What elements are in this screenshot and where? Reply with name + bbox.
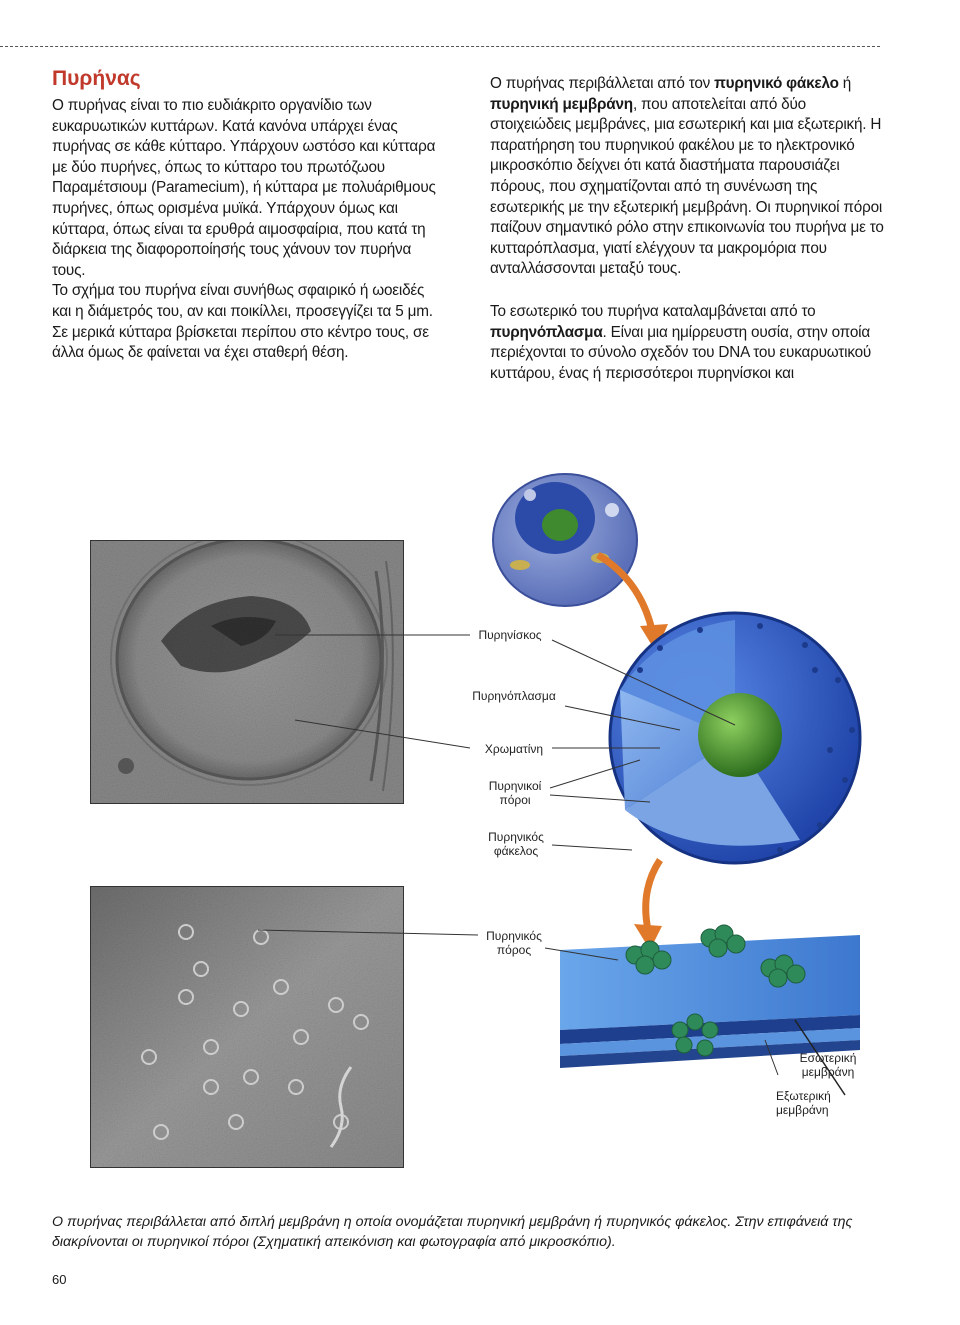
text-run: . Είναι μια ημίρρευστη ουσία, στην οποία περιέχονται το σύνολο σχεδόν του DNA του ευκαρυωτικού κυττάρου, ένας ή περισσότεροι πυρηνίσκοι και xyxy=(490,323,872,382)
label-outer-membrane-line1: Εξωτερική xyxy=(776,1089,831,1103)
zoom-arrow-2 xyxy=(646,860,660,930)
leader-envelope-diagram xyxy=(552,845,632,850)
text-run: Το εσωτερικό του πυρήνα καταλαμβάνεται από το xyxy=(490,302,816,320)
right-column xyxy=(490,74,890,384)
label-nuclear-envelope xyxy=(480,830,552,858)
left-paragraph-2: Το σχήμα του πυρήνα είναι συνήθως σφαιρικό ή ωοειδές και η διάμετρός του, αν και ποικίλλει, προσεγγίζει τα 5 μm. Σε μερικά κύτταρα βρίσκεται περίπου στο κέντρο τους, σε άλλα όμως δε φαίνεται να έχει σταθερή θέση. xyxy=(52,282,433,362)
figure-caption: Ο πυρήνας περιβάλλεται από διπλή μεμβράνη η οποία ονομάζεται πυρηνική μεμβράνη ή πυρηνικός φάκελος. Στην επιφάνειά της διακρίνονται οι πυρηνικοί πόροι (Σχηματική απεικόνιση και φωτογραφία από μικροσκόπιο). xyxy=(52,1214,853,1250)
label-nucleoplasm: Πυρηνόπλασμα xyxy=(472,689,556,703)
term-nuclear-membrane: πυρηνική μεμβράνη xyxy=(490,95,633,113)
label-nuclear-envelope-line2: φάκελος xyxy=(493,844,539,858)
page-number: 60 xyxy=(52,1272,67,1287)
text-run: , που αποτελείται από δύο στοιχειώδεις μεμβράνες, μια εσωτερική και μια εξωτερική. Η παρατήρηση του πυρηνικού φακέλου με το ηλεκτρονικό μικροσκόπιο δείχνει ότι κατά διαστήματα παρουσιάζει πόρους, που σχηματίζονται από τη συνένωση της εσωτερικής με την εξωτερική μεμβράνη. Οι πυρηνικοί πόροι παίζουν σημαντικό ρόλο στην επικοινωνία του πυρήνα με το κυτταρόπλασμα, γιατί ελέγχουν τα μακρομόρια που ανταλλάσσονται μεταξύ τους. xyxy=(490,95,884,278)
label-outer-membrane-line2: μεμβράνη xyxy=(776,1103,829,1117)
nuclear-pores-micrograph xyxy=(90,886,404,1168)
right-paragraph-1 xyxy=(490,74,890,280)
text-run: ή xyxy=(838,75,852,92)
section-heading: Πυρήνας xyxy=(52,67,141,90)
left-column xyxy=(52,66,447,364)
label-nucleolus: Πυρηνίσκος xyxy=(478,628,542,642)
cell-illustration xyxy=(493,474,637,606)
left-paragraph-1: Ο πυρήνας είναι το πιο ευδιάκριτο οργανίδιο των ευκαρυωτικών κυττάρων. Κατά κανόνα υπάρχει ένας πυρήνας σε κάθε κύτταρο. Υπάρχουν ωστόσο και κύτταρα με δύο πυρήνες, όπως το κύτταρο του πρωτόζωου Παραμέτσιουμ (Paramecium), ή κύτταρα με πολυάριθμους πυρήνες, όπως ορισμένα μυϊκά. Υπάρχουν όμως και κύτταρα, όπως είναι τα ερυθρά αιμοσφαίρια, που κατά τη διάρκεια της διαφοροποίησής τους χάνουν τον πυρήνα τους. xyxy=(52,97,436,279)
label-nuclear-pores-line2: πόροι xyxy=(499,793,531,807)
label-chromatin: Χρωματίνη xyxy=(484,742,544,756)
label-outer-membrane xyxy=(776,1089,848,1117)
text-run: Ο πυρήνας περιβάλλεται από τον xyxy=(490,75,715,92)
term-nuclear-envelope: πυρηνικό φάκελο xyxy=(714,75,839,92)
nucleus-micrograph xyxy=(90,540,404,804)
top-dashed-rule xyxy=(0,46,880,47)
label-nuclear-pores xyxy=(480,779,550,807)
label-nuclear-pore xyxy=(478,929,550,957)
term-nucleoplasm: πυρηνόπλασμα xyxy=(490,323,603,341)
label-nuclear-pore-line1: Πυρηνικός xyxy=(486,929,542,943)
label-nuclear-pore-line2: πόρος xyxy=(496,943,532,957)
label-inner-membrane-line1: Εσωτερική xyxy=(799,1051,857,1065)
label-inner-membrane xyxy=(792,1051,864,1079)
right-paragraph-2 xyxy=(490,302,890,384)
label-nuclear-pores-line1: Πυρηνικοί xyxy=(488,779,542,793)
label-inner-membrane-line2: μεμβράνη xyxy=(801,1065,855,1079)
large-nucleus-illustration xyxy=(610,613,860,863)
label-nuclear-envelope-line1: Πυρηνικός xyxy=(488,830,544,844)
